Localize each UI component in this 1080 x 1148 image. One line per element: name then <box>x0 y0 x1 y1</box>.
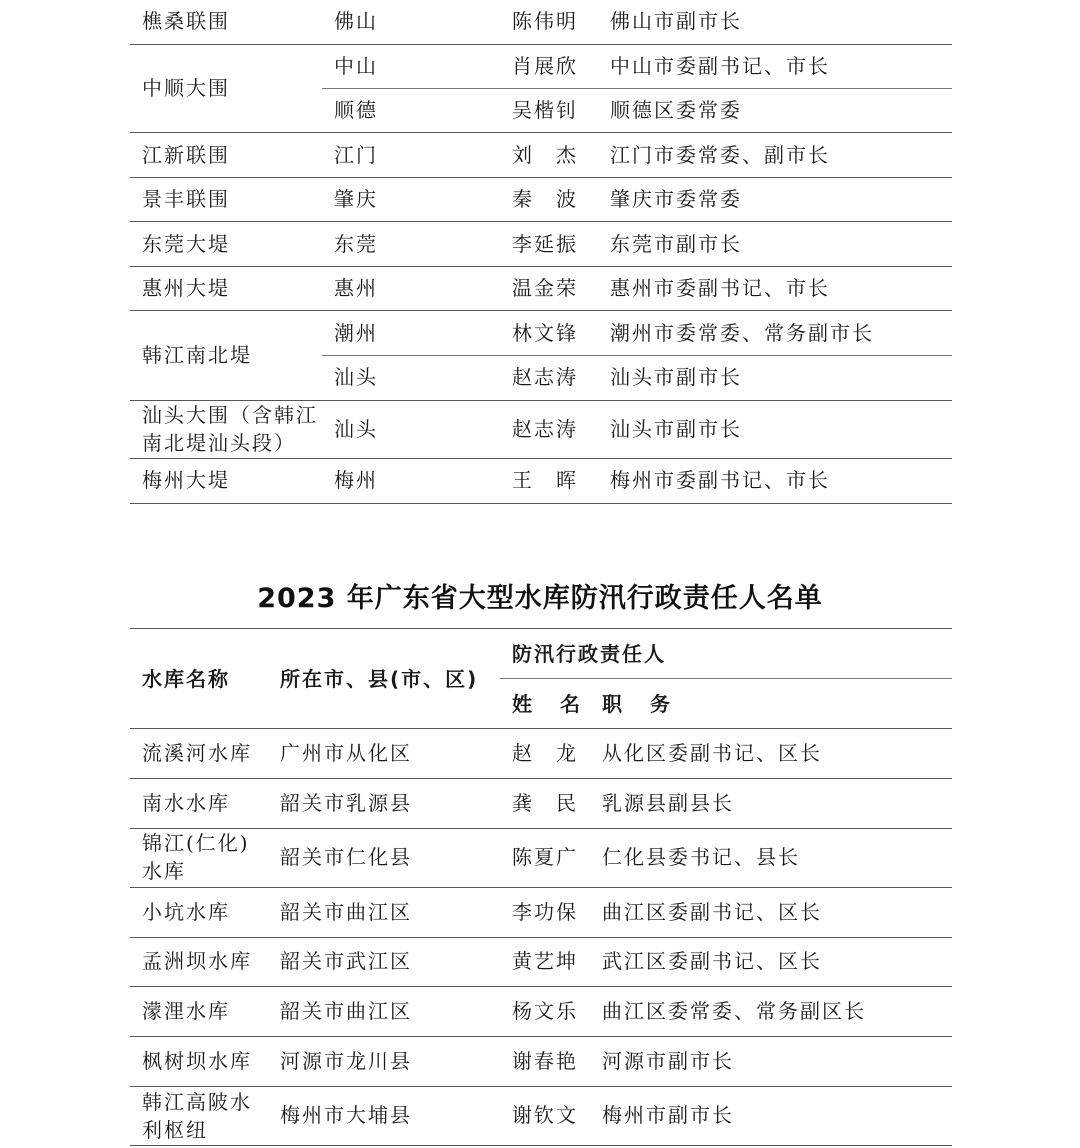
row-divider <box>130 221 952 222</box>
dike-person: 秦 波 <box>512 187 578 211</box>
header-divider <box>500 678 952 679</box>
row-divider <box>130 778 952 779</box>
dike-name: 东莞大堤 <box>142 232 230 256</box>
dike-person: 陈伟明 <box>512 9 578 33</box>
row-divider <box>130 458 952 459</box>
reservoir-post: 武江区委副书记、区长 <box>602 949 822 973</box>
reservoir-post: 仁化县委书记、县长 <box>602 845 800 869</box>
reservoir-person: 李功保 <box>512 900 578 924</box>
dike-post: 中山市委副书记、市长 <box>610 54 830 78</box>
dike-person: 李延振 <box>512 232 578 256</box>
reservoir-post: 曲江区委副书记、区长 <box>602 900 822 924</box>
reservoir-name: 流溪河水库 <box>142 741 252 765</box>
dike-city: 汕头 <box>334 365 378 389</box>
dike-post: 潮州市委常委、常务副市长 <box>610 321 874 345</box>
row-divider <box>130 44 952 45</box>
reservoir-location: 梅州市大埔县 <box>280 1103 412 1127</box>
reservoir-location: 广州市从化区 <box>280 741 412 765</box>
reservoir-name: 枫树坝水库 <box>142 1049 252 1073</box>
dike-city: 顺德 <box>334 98 378 122</box>
dike-post: 江门市委常委、副市长 <box>610 143 830 167</box>
reservoir-location: 韶关市仁化县 <box>280 845 412 869</box>
row-divider <box>130 1036 952 1037</box>
dike-city: 东莞 <box>334 232 378 256</box>
row-divider <box>322 88 952 89</box>
dike-city: 江门 <box>334 143 378 167</box>
dike-person: 林文锋 <box>512 321 578 345</box>
row-divider <box>130 887 952 888</box>
dike-post: 汕头市副市长 <box>610 365 742 389</box>
dike-post: 惠州市委副书记、市长 <box>610 276 830 300</box>
dike-name: 江新联围 <box>142 143 230 167</box>
reservoir-name: 濛浬水库 <box>142 999 230 1023</box>
dike-person: 吴楷钊 <box>512 98 578 122</box>
reservoir-person: 龚 民 <box>512 791 578 815</box>
dike-city: 梅州 <box>334 468 378 492</box>
reservoir-post: 乳源县副县长 <box>602 791 734 815</box>
reservoir-person: 赵 龙 <box>512 741 578 765</box>
reservoir-location: 韶关市乳源县 <box>280 791 412 815</box>
header-person-name: 姓 名 <box>512 692 584 716</box>
reservoir-table-title: 2023 年广东省大型水库防汛行政责任人名单 <box>257 583 823 614</box>
row-divider <box>130 1086 952 1087</box>
reservoir-name: 南水水库 <box>142 791 230 815</box>
reservoir-name: 锦江(仁化)水库 <box>142 831 250 883</box>
dike-post: 佛山市副市长 <box>610 9 742 33</box>
dike-city: 惠州 <box>334 276 378 300</box>
row-divider <box>130 177 952 178</box>
reservoir-person: 黄艺坤 <box>512 949 578 973</box>
table-top-border <box>130 628 952 629</box>
dike-name: 汕头大围（含韩江南北堤汕头段） <box>142 403 318 455</box>
reservoir-person: 杨文乐 <box>512 999 578 1023</box>
header-post: 职 务 <box>602 692 674 716</box>
dike-post: 汕头市副市长 <box>610 417 742 441</box>
dike-name: 梅州大堤 <box>142 468 230 492</box>
dike-city: 汕头 <box>334 417 378 441</box>
header-location: 所在市、县(市、区) <box>280 667 479 691</box>
dike-city: 肇庆 <box>334 187 378 211</box>
reservoir-post: 梅州市副市长 <box>602 1103 734 1127</box>
row-divider <box>322 355 952 356</box>
dike-city: 中山 <box>334 54 378 78</box>
dike-city: 潮州 <box>334 321 378 345</box>
reservoir-person: 陈夏广 <box>512 845 578 869</box>
table-bottom-border <box>130 1145 952 1146</box>
dike-post: 梅州市委副书记、市长 <box>610 468 830 492</box>
reservoir-person: 谢钦文 <box>512 1103 578 1127</box>
row-divider <box>130 937 952 938</box>
header-bottom-border <box>130 728 952 729</box>
reservoir-location: 韶关市武江区 <box>280 949 412 973</box>
dike-person: 肖展欣 <box>512 54 578 78</box>
dike-post: 肇庆市委常委 <box>610 187 742 211</box>
reservoir-location: 韶关市曲江区 <box>280 999 412 1023</box>
dike-name: 景丰联围 <box>142 187 230 211</box>
dike-name: 惠州大堤 <box>142 276 230 300</box>
reservoir-post: 曲江区委常委、常务副区长 <box>602 999 866 1023</box>
row-divider <box>130 266 952 267</box>
row-divider <box>130 986 952 987</box>
dike-post: 顺德区委常委 <box>610 98 742 122</box>
dike-person: 刘 杰 <box>512 143 578 167</box>
row-divider <box>130 132 952 133</box>
dike-name: 樵桑联围 <box>142 9 230 33</box>
dike-name: 韩江南北堤 <box>142 343 252 367</box>
reservoir-name: 小坑水库 <box>142 900 230 924</box>
dike-city: 佛山 <box>334 9 378 33</box>
reservoir-location: 河源市龙川县 <box>280 1049 412 1073</box>
header-reservoir-name: 水库名称 <box>142 667 230 691</box>
reservoir-person: 谢春艳 <box>512 1049 578 1073</box>
dike-name: 中顺大围 <box>142 76 230 100</box>
dike-person: 王 晖 <box>512 468 578 492</box>
reservoir-location: 韶关市曲江区 <box>280 900 412 924</box>
dike-person: 温金荣 <box>512 276 578 300</box>
reservoir-name: 韩江高陂水利枢纽 <box>142 1090 252 1142</box>
reservoir-post: 从化区委副书记、区长 <box>602 741 822 765</box>
dike-person: 赵志涛 <box>512 417 578 441</box>
reservoir-post: 河源市副市长 <box>602 1049 734 1073</box>
dike-post: 东莞市副市长 <box>610 232 742 256</box>
table-bottom-border <box>130 503 952 504</box>
header-responsible-group: 防汛行政责任人 <box>512 642 666 666</box>
reservoir-name: 孟洲坝水库 <box>142 949 252 973</box>
dike-person: 赵志涛 <box>512 365 578 389</box>
row-divider <box>130 310 952 311</box>
